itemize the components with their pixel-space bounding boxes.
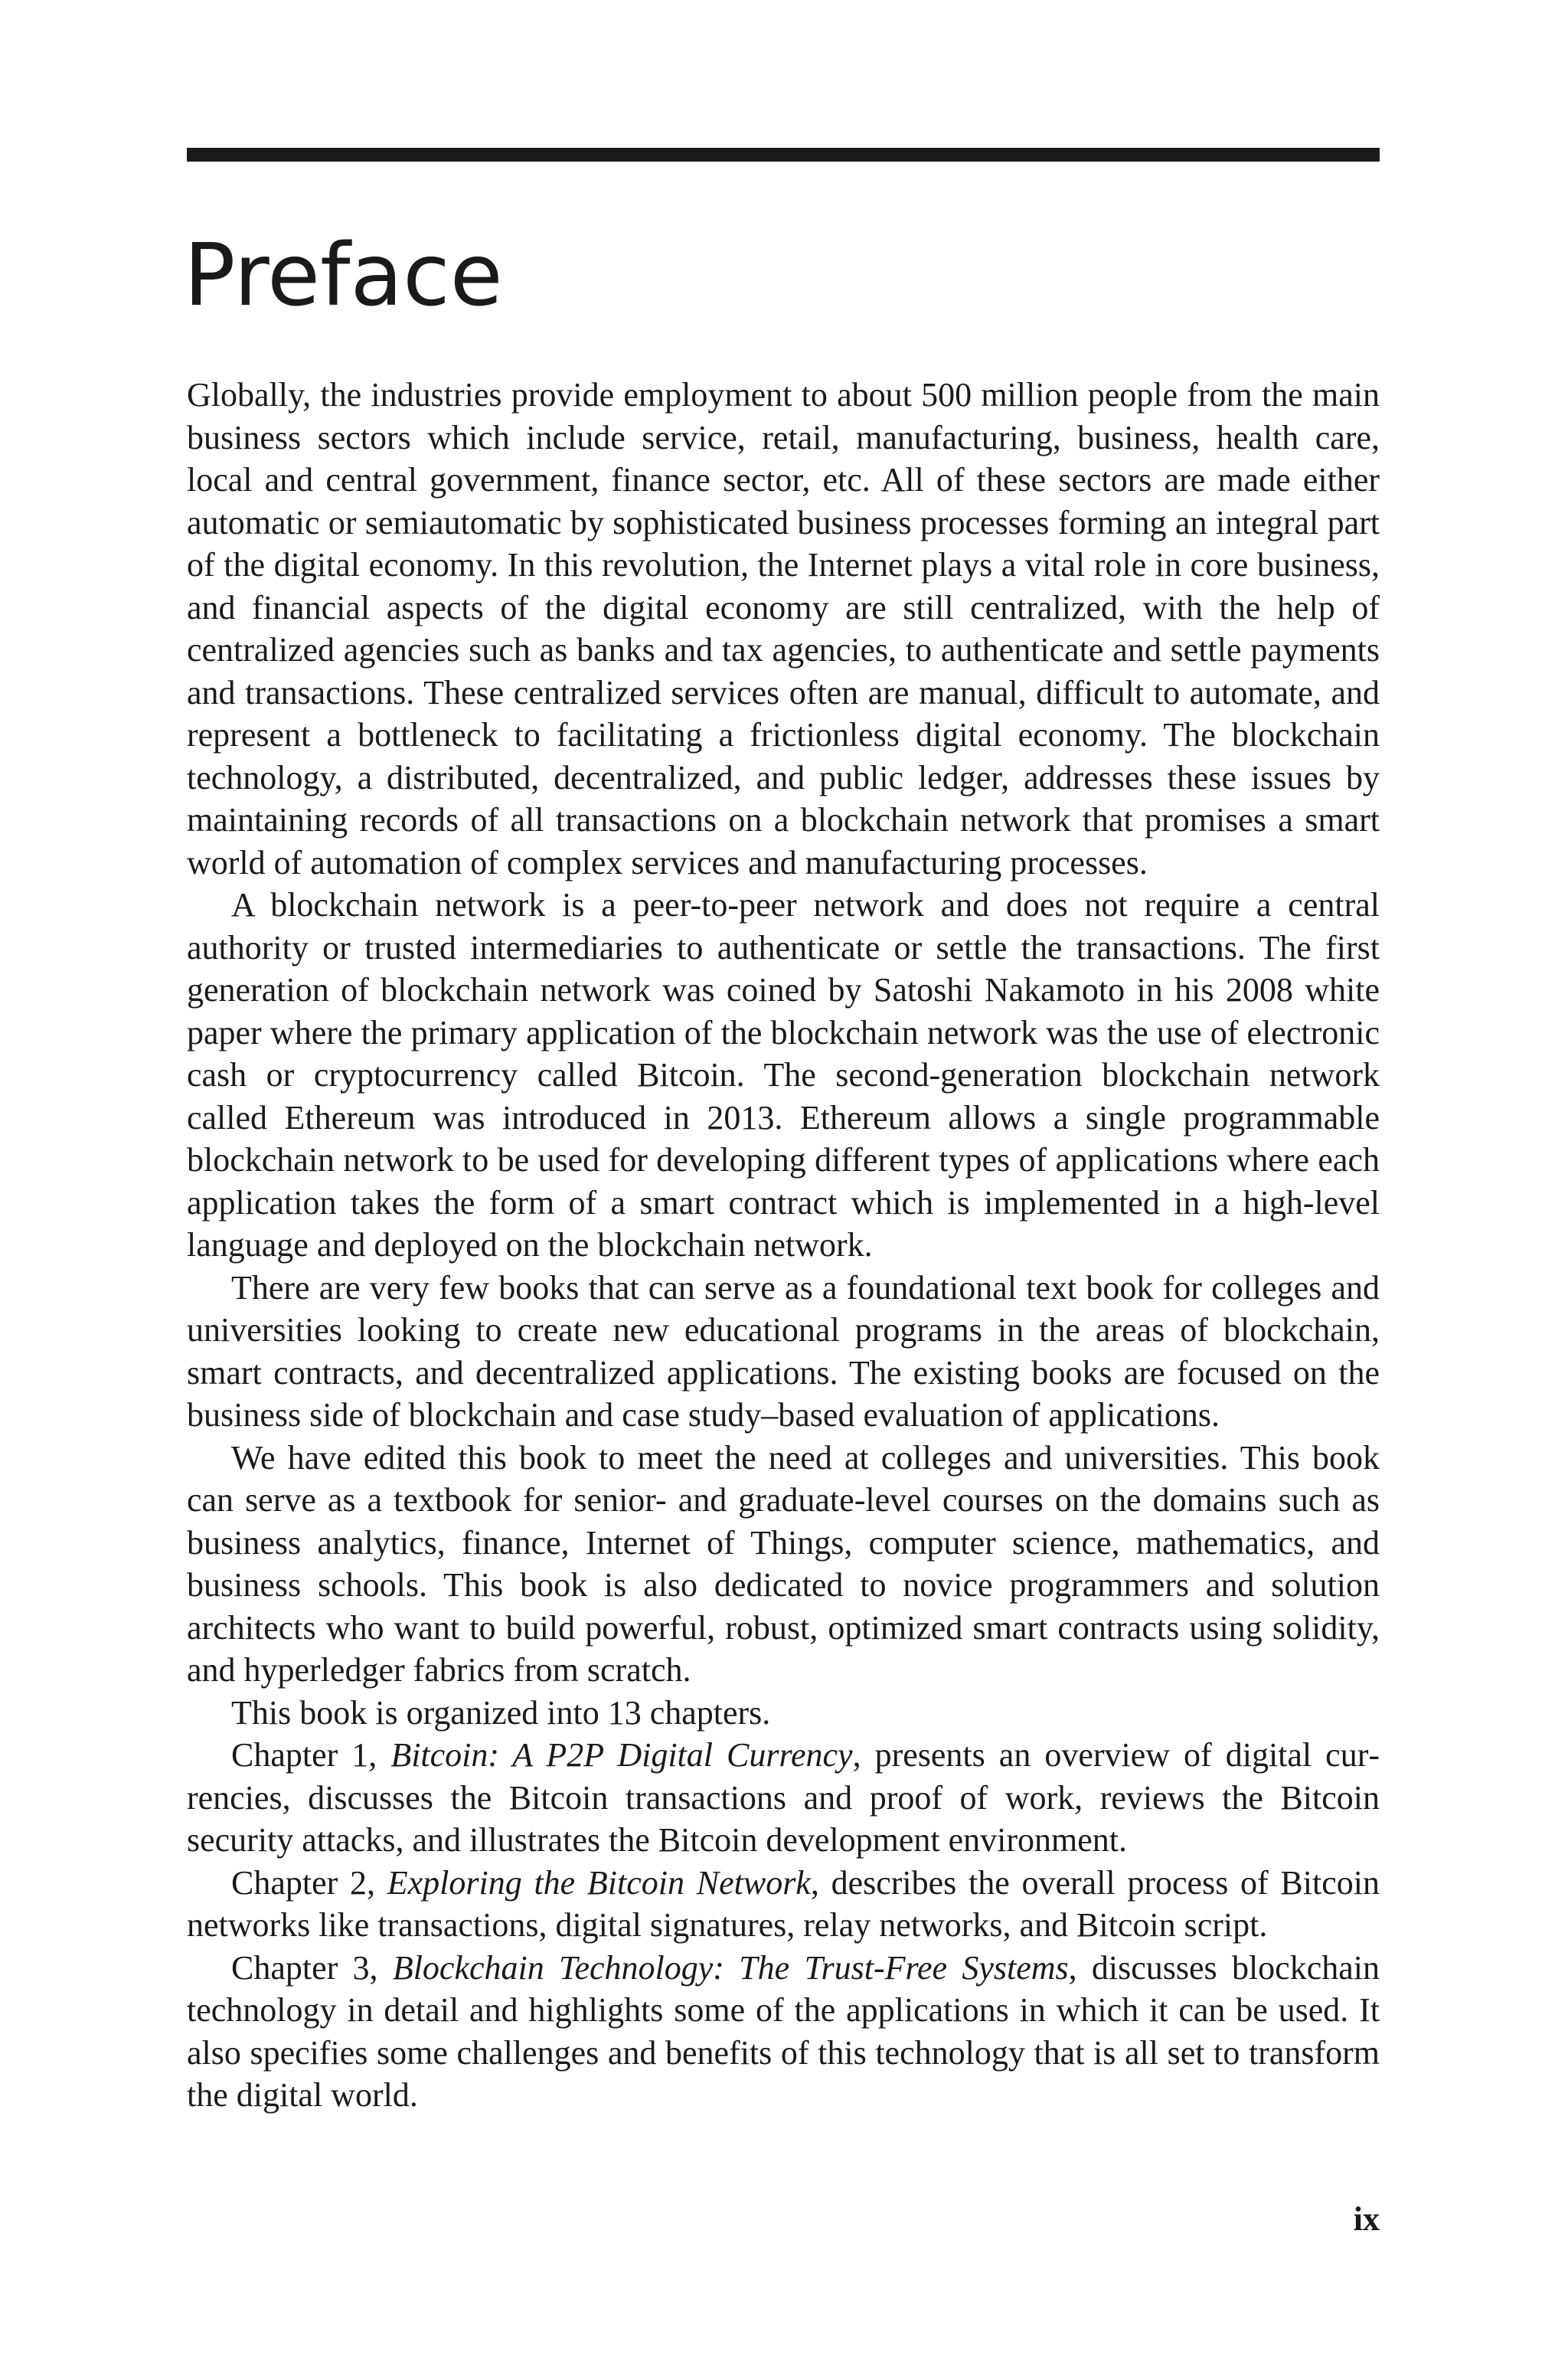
paragraph-book-purpose: We have edited this book to meet the need at colleges and universities. This book can serve as a textbook for senior- and graduate-level courses on the domains such as business analytics, finance, Internet of Things, computer science, mathematics, and business schools. This book is also dedicated to novice programmers and solution architects who want to build powerful, robust, optimized smart contracts using solidity, and hyperledger fabrics from scratch. bbox=[187, 1438, 1380, 1689]
chapter-top-rule bbox=[187, 148, 1380, 162]
paragraph-intro: Globally, the industries provide employment to about 500 million people from the main business sectors which include service, retail, manufacturing, business, health care, local and central government, finance sector, etc. All of these sectors are made either automatic or semiautomatic by sophisticated business processes forming an integral part of the digital economy. In this revolution, the Internet plays a vital role in core business, and financial aspects of the digital economy are still centralized, with the help of centralized agencies such as banks and tax agencies, to authenticate and settle payments and transactions. These centralized services often are manual, difficult to automate, and represent a bottleneck to facilitating a frictionless digital economy. The blockchain technology, a distributed, decentralized, and public ledger, addresses these issues by maintaining records of all transactions on a blockchain network that promises a smart world of automation of complex services and manufacturing processes. bbox=[187, 376, 1380, 881]
chapter-1-title: Bitcoin: A P2P Digital Currency bbox=[390, 1736, 853, 1774]
chapter-3-title: Blockchain Technology: The Trust-Free Systems bbox=[392, 1948, 1069, 1987]
chapter-2-description: , describes the overall process of Bitcoin networks like transactions, digital signatures, relay networks, and Bitcoin script. bbox=[187, 1863, 1380, 1944]
preface-body bbox=[187, 374, 1380, 2117]
chapter-3-lead: Chapter 3, bbox=[231, 1948, 393, 1987]
paragraph-chapter-1 bbox=[187, 1734, 1380, 1862]
paragraph-few-books: There are very few books that can serve as a foundational text book for colleges and universities looking to create new educational programs in the areas of blockchain, smart contracts, and decentralized applications. The existing books are focused on the business side of blockchain and case study–based evaluation of applications. bbox=[187, 1268, 1380, 1434]
chapter-title: Preface bbox=[184, 226, 503, 325]
chapter-2-title: Exploring the Bitcoin Network bbox=[387, 1863, 811, 1902]
chapter-1-lead: Chapter 1, bbox=[231, 1736, 391, 1774]
paragraph-organization: This book is organized into 13 chapters. bbox=[231, 1693, 771, 1732]
chapter-1-description: , presents an overview of digital currencies, discusses the Bitcoin transactions and proof of work, reviews the Bitcoin security attacks, and illustrates the Bitcoin development environment. bbox=[187, 1736, 1380, 1859]
paragraph-blockchain-network: A blockchain network is a peer-to-peer network and does not require a central authority or trusted intermediaries to authenticate or settle the transactions. The first generation of blockchain network was coined by Satoshi Nakamoto in his 2008 white paper where the primary application of the blockchain network was the use of electronic cash or cryptocurrency called Bitcoin. The second-generation blockchain network called Ethereum was introduced in 2013. Ethereum allows a single programmable blockchain network to be used for developing different types of applications where each application takes the form of a smart contract which is implemented in a high-level language and deployed on the blockchain network. bbox=[187, 886, 1380, 1264]
chapter-2-lead: Chapter 2, bbox=[231, 1863, 387, 1902]
page-number: ix bbox=[1353, 2200, 1380, 2238]
paragraph-chapter-3 bbox=[187, 1947, 1380, 2117]
chapter-3-description: , discusses blockchain technology in detail and highlights some of the applications in which it can be used. It also specifies some challenges and benefits of this technology that is all set to transform the digital world. bbox=[187, 1948, 1380, 2114]
paragraph-chapter-2 bbox=[187, 1862, 1380, 1947]
